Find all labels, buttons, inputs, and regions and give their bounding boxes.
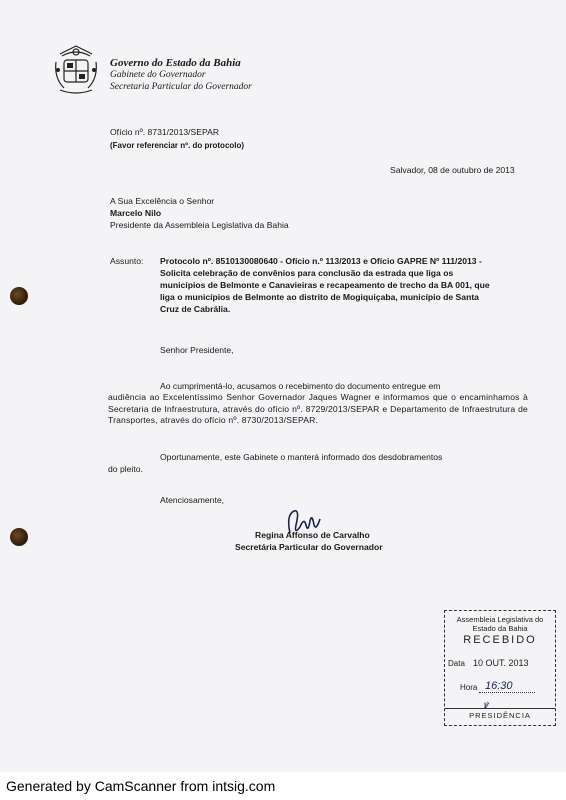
scanner-footer: Generated by CamScanner from intsig.com <box>6 778 276 794</box>
letterhead-title: Governo do Estado da Bahia <box>110 57 241 69</box>
closing: Atenciosamente, <box>160 495 225 505</box>
divider <box>479 692 535 693</box>
stamp-line: Assembleia Legislativa do <box>456 615 544 624</box>
stamp-line: Estado da Bahia <box>472 624 528 633</box>
coat-of-arms-icon <box>50 42 102 98</box>
stamp-date-value: 10 OUT. 2013 <box>473 658 529 668</box>
signatory-role: Secretária Particular do Governador <box>235 542 383 552</box>
divider <box>445 708 555 709</box>
received-stamp <box>444 610 556 726</box>
greeting: Senhor Presidente, <box>160 345 234 355</box>
subject-label: Assunto: <box>110 256 144 266</box>
letterhead <box>110 57 252 93</box>
oficio-number: Ofício nº. 8731/2013/SEPAR <box>110 127 220 137</box>
subject-line: Cruz de Cabrália. <box>160 304 231 314</box>
body-paragraph-1: audiência ao Excelentíssimo Senhor Governador Jaques Wagner e informamos que o encaminhamos à Secretaria de Infraestrutura, através do ofício nº. 8729/2013/SEPAR e Departamento de Infraestrutura de Transportes, através do ofício nº. 8730/2013/SEPAR. <box>108 392 528 425</box>
stamp-footer: PRESIDÊNCIA <box>469 711 531 720</box>
punch-hole <box>10 528 28 546</box>
subject-line: Solicita celebração de convênios para conclusão da estrada que liga os <box>160 268 454 278</box>
body-paragraph-2: do pleito. <box>108 464 143 474</box>
stamp-time-value: 16:30 <box>485 680 513 692</box>
letterhead-office: Gabinete do Governador <box>110 70 206 80</box>
subject-line: liga o municípios de Belmonte ao distrito de Mogiquiçaba, município de Santa <box>160 292 479 302</box>
stamp-time-label: Hora <box>460 683 478 692</box>
stamp-date-label: Data <box>448 659 465 668</box>
recipient-name: Marcelo Nilo <box>110 208 162 218</box>
letterhead-secretariat: Secretaria Particular do Governador <box>110 81 252 92</box>
body-paragraph-1-first: Ao cumprimentá-lo, acusamos o recebimento do documento entregue em <box>160 381 441 391</box>
protocol-note: (Favor referenciar nº. do protocolo) <box>110 141 245 150</box>
body-paragraph-2-first: Oportunamente, este Gabinete o manterá informado dos desdobramentos <box>160 452 443 462</box>
stamp-received: RECEBIDO <box>463 634 537 646</box>
subject-line: municípios de Belmonte e Canavieiras e recapeamento de trecho da BA 001, que <box>160 280 490 290</box>
stamp-initials-icon: ꝟ <box>483 700 489 711</box>
letter-date: Salvador, 08 de outubro de 2013 <box>390 165 515 175</box>
signatory-name: Regina Affonso de Carvalho <box>255 530 370 540</box>
recipient-salutation: A Sua Excelência o Senhor <box>110 196 215 206</box>
subject-line: Protocolo nº. 8510130080640 - Ofício n.º 113/2013 e Ofício GAPRE Nº 111/2013 - <box>160 256 482 266</box>
punch-hole <box>10 287 28 305</box>
recipient-title: Presidente da Assembleia Legislativa da Bahia <box>110 220 289 230</box>
